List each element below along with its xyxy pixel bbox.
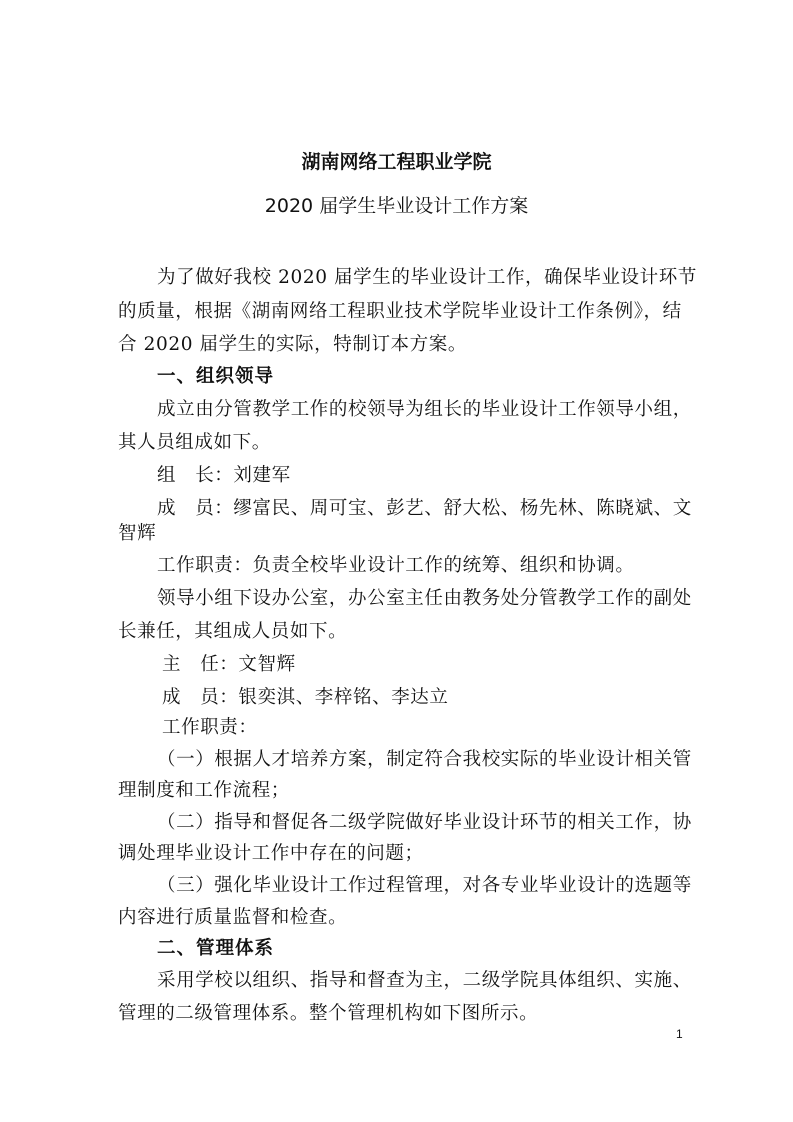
paragraph-line: 工作职责：: [162, 717, 258, 738]
paragraph-line: 领导小组下设办公室，办公室主任由教务处分管教学工作的副处: [157, 588, 692, 609]
list-item-line: （三）强化毕业设计工作过程管理，对各专业毕业设计的选题等: [157, 875, 692, 896]
member-line: 智辉: [118, 523, 157, 544]
member-line: 组 长：刘建军: [157, 465, 291, 486]
paragraph-line: 其人员组成如下。: [118, 432, 271, 453]
paragraph-line: 长兼任，其组成人员如下。: [118, 621, 348, 642]
list-item-line: （一）根据人才培养方案，制定符合我校实际的毕业设计相关管: [157, 749, 692, 770]
paragraph-line: 采用学校以组织、指导和督查为主，二级学院具体组织、实施、: [157, 970, 692, 991]
section-heading: 一、组织领导: [157, 366, 275, 387]
page-number: 1: [676, 1027, 683, 1041]
section-heading: 二、管理体系: [157, 938, 275, 959]
paragraph-line: 管理的二级管理体系。整个管理机构如下图所示。: [118, 1003, 539, 1024]
list-item-line: （二）指导和督促各二级学院做好毕业设计环节的相关工作，协: [157, 812, 692, 833]
list-item-line: 内容进行质量监督和检查。: [118, 907, 348, 928]
member-line: 主 任：文智辉: [162, 654, 296, 675]
paragraph-line: 工作职责：负责全校毕业设计工作的统筹、组织和协调。: [157, 555, 635, 576]
member-line: 成 员：银奕淇、李梓铭、李达立: [162, 687, 449, 708]
paragraph-line: 成立由分管教学工作的校领导为组长的毕业设计工作领导小组，: [157, 399, 692, 420]
document-title: 湖南网络工程职业学院: [301, 151, 492, 173]
list-item-line: 调处理毕业设计工作中存在的问题；: [118, 843, 424, 864]
paragraph-line: 合 2020 届学生的实际，特制订本方案。: [118, 334, 467, 355]
list-item-line: 理制度和工作流程；: [118, 780, 290, 801]
paragraph-line: 为了做好我校 2020 届学生的毕业设计工作，确保毕业设计环节: [157, 267, 697, 288]
document-subtitle: 2020 届学生毕业设计工作方案: [264, 195, 529, 217]
member-line: 成 员：缪富民、周可宝、彭艺、舒大松、杨先林、陈晓斌、文: [157, 498, 692, 519]
paragraph-line: 的质量，根据《湖南网络工程职业技术学院毕业设计工作条例》，结: [118, 301, 682, 322]
